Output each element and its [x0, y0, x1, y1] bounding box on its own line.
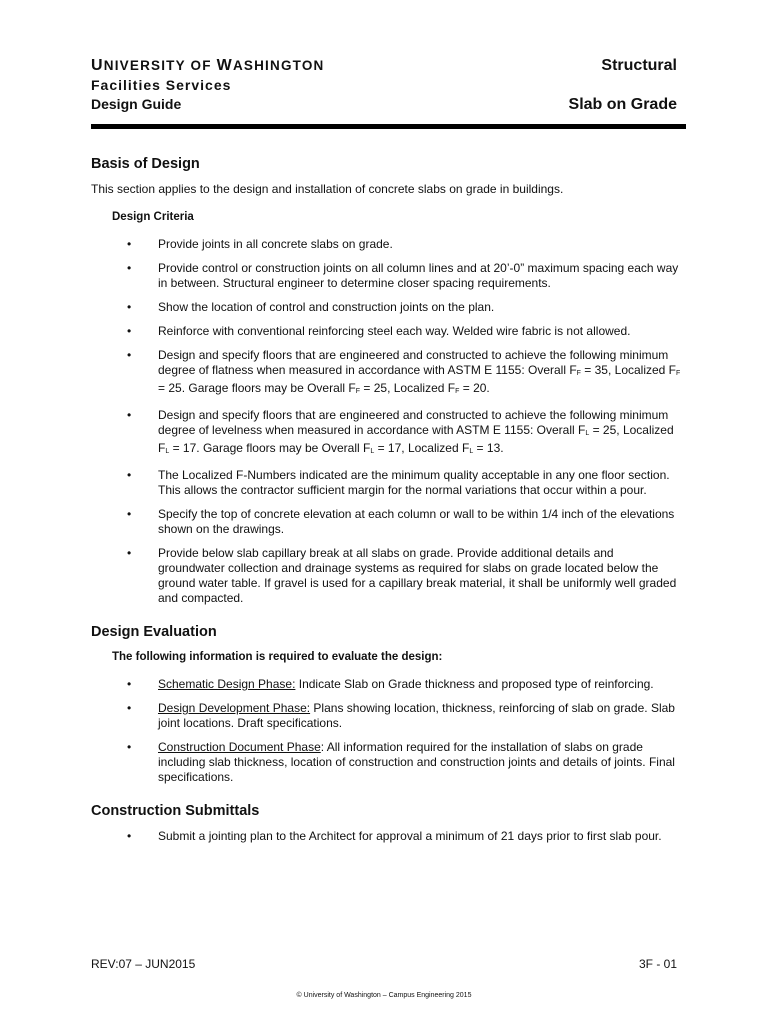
- copyright-notice: © University of Washington – Campus Engineering 2015: [296, 992, 472, 999]
- list-item: • Submit a jointing plan to the Architect for approval a minimum of 21 days prior to first slab pour.: [113, 829, 681, 844]
- criteria-list: [113, 237, 681, 606]
- evaluation-list: [113, 677, 681, 785]
- evaluation-heading: Design Evaluation: [91, 624, 217, 640]
- evaluation-subheading: The following information is required to evaluate the design:: [112, 651, 443, 663]
- subscript-l: L: [165, 448, 170, 455]
- subscript-f: F: [455, 388, 460, 395]
- basis-heading: Basis of Design: [91, 156, 200, 172]
- flatness-text-2: = 35, Localized F: [580, 363, 677, 377]
- submittals-heading: Construction Submittals: [91, 803, 260, 819]
- levelness-text-4: = 17, Localized F: [374, 441, 470, 455]
- levelness-text-3: = 17. Garage floors may be Overall F: [169, 441, 371, 455]
- list-item: • Provide below slab capillary break at all slabs on grade. Provide additional details and groundwater collection and drainage systems as required for slabs on grade located below the ground water table. If gravel is used for a capillary break material, it shall be uniformly well graded and compacted.: [113, 546, 681, 606]
- list-item: • Provide joints in all concrete slabs on grade.: [113, 237, 681, 252]
- phase-text: Plans showing location, thickness, reinforcing of slab on grade. Slab joint locations. Draft specifications.: [158, 701, 675, 730]
- document-header: [91, 57, 677, 114]
- university-initial-w: W: [216, 57, 233, 74]
- subscript-l: L: [469, 448, 474, 455]
- list-item: • Specify the top of concrete elevation at each column or wall to be within 1/4 inch of the elevations shown on the drawings.: [113, 507, 681, 537]
- topic-label: Slab on Grade: [568, 96, 677, 113]
- page-footer: [91, 957, 677, 971]
- list-item: [113, 701, 681, 731]
- document-body: [91, 157, 681, 853]
- list-item: [113, 740, 681, 785]
- phase-text: : All information required for the installation of slabs on grade including slab thickness, location of construction and construction joints and details of joints. Final specifications.: [158, 740, 675, 784]
- phase-label: Design Development Phase:: [158, 701, 311, 715]
- subscript-f: F: [355, 388, 361, 395]
- header-divider: [91, 124, 686, 129]
- flatness-text-4: = 25, Localized F: [360, 381, 456, 395]
- phase-label: Construction Document Phase: [158, 740, 321, 754]
- header-row-1: [91, 57, 677, 75]
- submittals-list: [113, 829, 681, 844]
- flatness-text-5: = 20.: [459, 381, 490, 395]
- university-initial-u: U: [91, 57, 104, 74]
- university-rest-1: NIVERSITY OF: [103, 58, 217, 73]
- discipline-label: Structural: [601, 57, 677, 74]
- flatness-text-3: = 25. Garage floors may be Overall F: [158, 381, 356, 395]
- list-item-flatness: [113, 348, 681, 399]
- list-item: • The Localized F-Numbers indicated are the minimum quality acceptable in any one floor section. This allows the contractor sufficient margin for the normal variations that occur within a pour.: [113, 468, 681, 498]
- list-item: [113, 677, 681, 692]
- university-name: [91, 57, 325, 75]
- list-item: • Show the location of control and construction joints on the plan.: [113, 300, 681, 315]
- levelness-text-1: Design and specify floors that are engineered and constructed to achieve the following minimum degree of levelness when measured in accordance with ASTM E 1155: Overall F: [158, 408, 669, 437]
- page-number: 3F - 01: [638, 957, 677, 971]
- basis-intro: This section applies to the design and installation of concrete slabs on grade in buildings.: [91, 182, 564, 196]
- department-label: Facilities Services: [91, 77, 232, 93]
- doc-type-label: Design Guide: [91, 96, 182, 112]
- list-item-levelness: [113, 408, 681, 459]
- university-rest-2: ASHINGTON: [232, 58, 325, 73]
- subscript-l: L: [370, 448, 375, 455]
- levelness-text-2: = 25, Localized F: [158, 423, 674, 455]
- list-item: • Reinforce with conventional reinforcing steel each way. Welded wire fabric is not allowed.: [113, 324, 681, 339]
- criteria-heading: Design Criteria: [112, 211, 194, 223]
- phase-label: Schematic Design Phase:: [158, 677, 296, 691]
- subscript-f: F: [676, 370, 681, 377]
- levelness-text-5: = 13.: [473, 441, 504, 455]
- list-item: • Provide control or construction joints on all column lines and at 20’-0” maximum spacing each way in between. Structural engineer to determine closer spacing requirements.: [113, 261, 681, 291]
- revision-label: REV:07 – JUN2015: [91, 957, 196, 971]
- phase-text: Indicate Slab on Grade thickness and proposed type of reinforcing.: [295, 677, 654, 691]
- header-row-3: [91, 96, 677, 114]
- subscript-l: L: [585, 430, 590, 437]
- subscript-f: F: [576, 370, 581, 377]
- flatness-text-1: Design and specify floors that are engineered and constructed to achieve the following minimum degree of flatness when measured in accordance with ASTM E 1155: Overall F: [158, 348, 669, 377]
